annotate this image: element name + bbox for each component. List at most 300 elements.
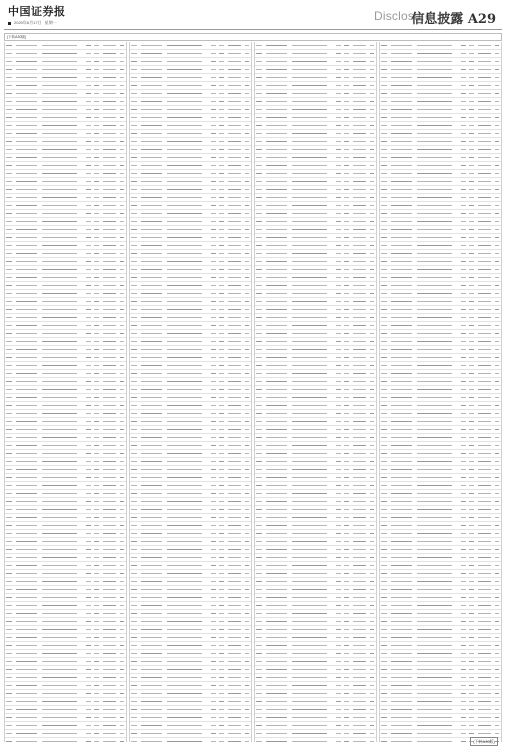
table-cell [352,69,369,70]
table-row [5,482,126,490]
table-cell [291,229,335,230]
table-cell [5,469,15,470]
table-cell [41,253,85,254]
table-row [255,362,376,370]
table-cell [166,725,210,726]
table-cell [41,501,85,502]
table-cell [85,605,93,606]
table-row [5,570,126,578]
table-cell [380,653,390,654]
table-cell [15,469,42,470]
table-cell [335,557,343,558]
table-cell [41,381,85,382]
table-cell [369,221,376,222]
table-cell [343,725,351,726]
table-cell [119,325,126,326]
table-row [5,514,126,522]
table-cell [15,221,42,222]
table-cell [494,309,501,310]
table-cell [15,549,42,550]
table-row [255,298,376,306]
table-cell [335,85,343,86]
table-cell [227,93,244,94]
table-cell [218,605,226,606]
table-cell [119,45,126,46]
table-cell [265,381,292,382]
table-cell [390,597,417,598]
table-cell [255,445,265,446]
table-cell [477,669,494,670]
table-cell [416,213,460,214]
table-cell [343,365,351,366]
table-cell [140,709,167,710]
table-cell [227,341,244,342]
table-cell [477,733,494,734]
table-row [255,682,376,690]
table-cell [390,165,417,166]
table-cell [119,85,126,86]
table-cell [460,725,468,726]
table-row [130,490,251,498]
table-cell [416,333,460,334]
table-cell [343,709,351,710]
table-cell [140,413,167,414]
table-cell [343,101,351,102]
table-cell [494,77,501,78]
table-cell [477,573,494,574]
table-cell [352,621,369,622]
table-cell [343,181,351,182]
table-cell [41,125,85,126]
table-cell [265,429,292,430]
table-cell [119,77,126,78]
table-cell [494,53,501,54]
table-row [130,362,251,370]
table-cell [15,533,42,534]
table-cell [15,253,42,254]
table-cell [416,621,460,622]
table-cell [255,701,265,702]
table-cell [244,229,251,230]
table-cell [255,277,265,278]
table-cell [369,597,376,598]
table-cell [380,477,390,478]
table-cell [5,261,15,262]
table-cell [166,349,210,350]
table-cell [390,77,417,78]
table-cell [369,133,376,134]
table-cell [41,717,85,718]
table-cell [210,685,218,686]
table-cell [130,669,140,670]
table-cell [227,349,244,350]
table-cell [335,445,343,446]
table-cell [119,141,126,142]
table-row [130,338,251,346]
table-cell [218,653,226,654]
table-cell [477,349,494,350]
table-cell [416,325,460,326]
table-cell [119,549,126,550]
table-cell [460,669,468,670]
table-cell [218,357,226,358]
table-cell [255,405,265,406]
table-cell [265,253,292,254]
table-cell [140,173,167,174]
table-cell [343,197,351,198]
table-cell [343,373,351,374]
table-cell [93,597,101,598]
table-cell [335,501,343,502]
table-cell [102,613,119,614]
table-row [380,298,501,306]
table-cell [352,325,369,326]
table-cell [352,469,369,470]
table-cell [352,309,369,310]
table-row [255,410,376,418]
table-cell [468,397,476,398]
table-cell [265,709,292,710]
table-cell [15,285,42,286]
table-cell [265,205,292,206]
table-cell [130,709,140,710]
table-cell [390,117,417,118]
table-cell [255,709,265,710]
table-cell [244,405,251,406]
table-cell [477,157,494,158]
table-cell [477,605,494,606]
table-cell [477,565,494,566]
table-row [5,474,126,482]
table-cell [380,157,390,158]
table-cell [369,421,376,422]
table-cell [335,469,343,470]
table-cell [352,549,369,550]
table-cell [102,661,119,662]
table-cell [380,549,390,550]
table-cell [227,645,244,646]
table-cell [227,685,244,686]
table-cell [369,581,376,582]
table-cell [335,301,343,302]
table-cell [210,149,218,150]
table-cell [494,477,501,478]
table-row [5,458,126,466]
table-row [130,210,251,218]
table-cell [227,485,244,486]
table-cell [41,725,85,726]
table-cell [291,677,335,678]
table-cell [218,381,226,382]
table-cell [130,661,140,662]
table-cell [227,429,244,430]
table-cell [85,733,93,734]
table-cell [494,485,501,486]
table-cell [380,693,390,694]
table-cell [130,613,140,614]
table-cell [494,701,501,702]
table-cell [85,629,93,630]
table-cell [227,229,244,230]
table-cell [380,565,390,566]
table-cell [468,509,476,510]
table-cell [265,405,292,406]
table-cell [227,725,244,726]
table-cell [85,181,93,182]
table-cell [390,509,417,510]
table-cell [130,213,140,214]
table-cell [380,621,390,622]
table-cell [93,621,101,622]
table-cell [369,445,376,446]
table-row [5,338,126,346]
table-cell [390,365,417,366]
table-cell [41,557,85,558]
table-row [130,282,251,290]
table-cell [468,381,476,382]
table-cell [477,277,494,278]
table-cell [460,109,468,110]
table-cell [494,397,501,398]
table-cell [380,509,390,510]
table-cell [227,493,244,494]
table-cell [15,589,42,590]
table-cell [460,181,468,182]
table-cell [352,493,369,494]
table-cell [140,349,167,350]
table-cell [390,637,417,638]
table-cell [335,309,343,310]
table-row [255,722,376,730]
table-cell [130,533,140,534]
table-cell [255,245,265,246]
table-cell [369,117,376,118]
table-cell [460,373,468,374]
table-cell [352,669,369,670]
table-cell [102,733,119,734]
table-cell [244,253,251,254]
table-cell [119,317,126,318]
table-cell [130,53,140,54]
table-cell [494,493,501,494]
table-cell [352,381,369,382]
table-cell [218,285,226,286]
table-cell [390,277,417,278]
table-row [5,114,126,122]
table-cell [468,589,476,590]
table-cell [85,93,93,94]
table-cell [244,125,251,126]
table-cell [15,69,42,70]
table-cell [119,525,126,526]
table-cell [130,421,140,422]
table-cell [218,557,226,558]
table-cell [460,365,468,366]
table-cell [494,733,501,734]
table-cell [119,181,126,182]
table-cell [343,349,351,350]
table-cell [130,717,140,718]
table-cell [93,549,101,550]
table-cell [390,413,417,414]
table-cell [130,493,140,494]
table-cell [390,285,417,286]
table-cell [102,93,119,94]
table-cell [369,325,376,326]
table-cell [380,109,390,110]
table-cell [210,405,218,406]
table-cell [218,277,226,278]
table-cell [352,613,369,614]
table-cell [130,221,140,222]
table-cell [119,165,126,166]
table-cell [477,333,494,334]
table-cell [468,157,476,158]
table-row [380,690,501,698]
table-cell [477,189,494,190]
table-cell [41,541,85,542]
table-cell [352,85,369,86]
table-cell [93,317,101,318]
table-cell [335,437,343,438]
table-cell [15,733,42,734]
table-cell [390,661,417,662]
table-cell [244,309,251,310]
table-cell [265,541,292,542]
table-cell [390,181,417,182]
table-cell [291,669,335,670]
table-cell [390,157,417,158]
table-cell [369,389,376,390]
table-cell [343,397,351,398]
table-cell [265,77,292,78]
table-cell [210,109,218,110]
table-cell [477,357,494,358]
table-cell [15,581,42,582]
table-cell [380,597,390,598]
table-cell [210,125,218,126]
dateline [8,20,57,26]
table-row [255,706,376,714]
table-cell [41,109,85,110]
table-cell [244,733,251,734]
table-cell [477,541,494,542]
table-cell [41,309,85,310]
table-cell [494,45,501,46]
table-cell [335,525,343,526]
table-cell [352,637,369,638]
table-cell [210,181,218,182]
table-row [130,714,251,722]
table-cell [218,245,226,246]
table-cell [85,141,93,142]
table-cell [210,133,218,134]
table-cell [227,677,244,678]
table-cell [102,557,119,558]
table-cell [119,725,126,726]
table-cell [335,213,343,214]
table-cell [335,261,343,262]
table-cell [166,389,210,390]
table-cell [244,493,251,494]
table-row [5,650,126,658]
table-cell [255,573,265,574]
table-row [380,522,501,530]
table-cell [218,397,226,398]
table-cell [343,493,351,494]
table-cell [140,477,167,478]
table-row [255,114,376,122]
table-cell [352,421,369,422]
table-cell [227,453,244,454]
table-cell [352,477,369,478]
table-cell [380,165,390,166]
table-cell [130,581,140,582]
table-cell [244,533,251,534]
table-cell [102,133,119,134]
table-cell [244,165,251,166]
table-cell [416,317,460,318]
table-cell [390,109,417,110]
table-cell [390,141,417,142]
table-cell [41,341,85,342]
table-cell [140,557,167,558]
table-cell [210,261,218,262]
table-cell [218,421,226,422]
table-cell [291,165,335,166]
table-cell [15,261,42,262]
table-cell [265,685,292,686]
table-cell [255,357,265,358]
table-cell [93,301,101,302]
table-cell [119,653,126,654]
table-cell [93,109,101,110]
table-cell [460,469,468,470]
table-cell [15,341,42,342]
table-cell [93,517,101,518]
table-row [5,178,126,186]
table-row [5,210,126,218]
table-cell [85,213,93,214]
table-cell [119,661,126,662]
table-row [255,130,376,138]
table-cell [15,109,42,110]
table-row [380,154,501,162]
table-cell [255,253,265,254]
table-cell [343,117,351,118]
table-cell [352,349,369,350]
table-cell [85,325,93,326]
table-cell [291,701,335,702]
table-row [5,322,126,330]
table-cell [5,317,15,318]
table-row [5,498,126,506]
table-row [255,370,376,378]
table-row [130,434,251,442]
table-cell [343,85,351,86]
table-cell [93,357,101,358]
table-cell [380,517,390,518]
table-cell [335,117,343,118]
table-cell [416,53,460,54]
table-cell [93,589,101,590]
table-cell [85,293,93,294]
table-row [380,498,501,506]
table-cell [460,701,468,702]
table-cell [343,421,351,422]
table-cell [119,301,126,302]
table-cell [5,229,15,230]
